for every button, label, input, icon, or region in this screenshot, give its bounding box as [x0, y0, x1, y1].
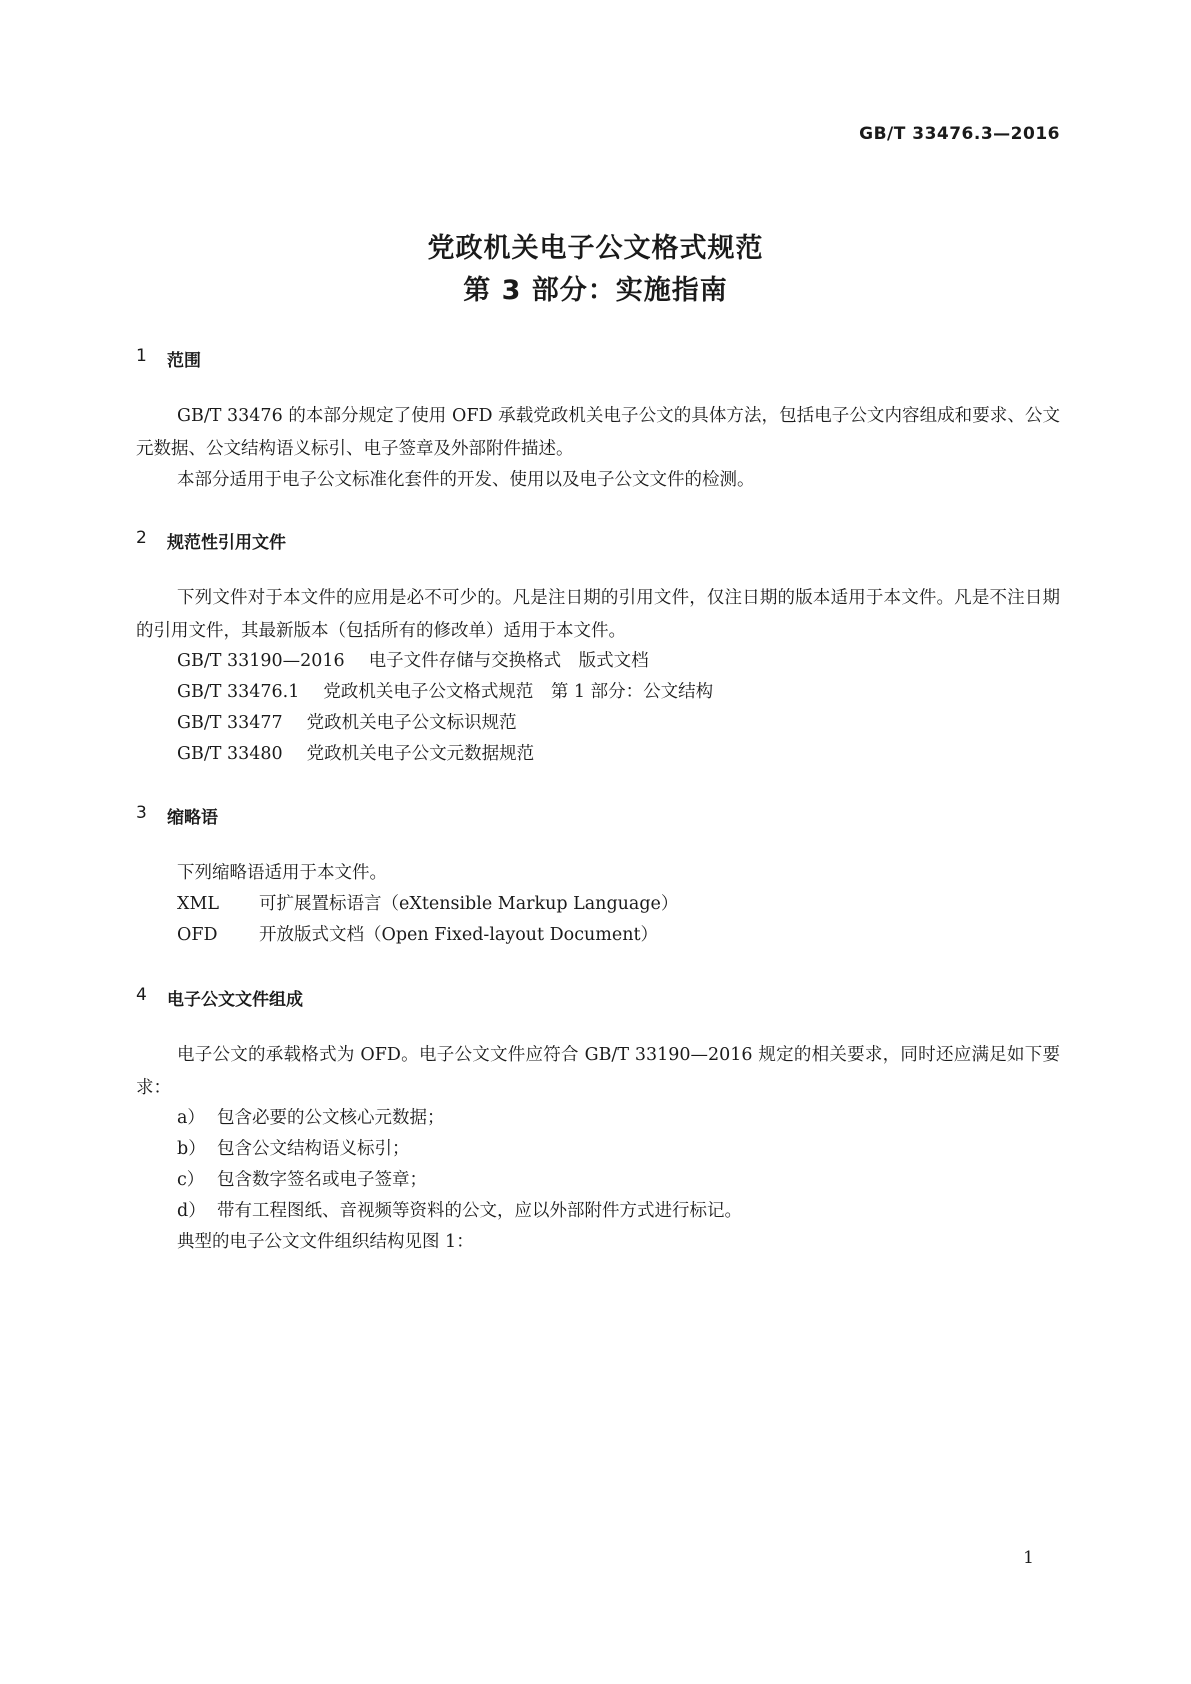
abbreviation-item [177, 888, 678, 921]
section-3-heading [136, 803, 218, 828]
section-1-paragraph-2: 本部分适用于电子公文标准化套件的开发、使用以及电子公文文件的检测。 [177, 470, 755, 490]
section-number: 1 [136, 346, 147, 366]
section-2-intro: 下列文件对于本文件的应用是必不可少的。凡是注日期的引用文件，仅注日期的版本适用于本文件。凡是不注日期的引用文件，其最新版本（包括所有的修改单）适用于本文件。 [136, 588, 1060, 641]
abbreviation-definition: 可扩展置标语言（eXtensible Markup Language） [259, 894, 679, 914]
list-marker: d） [177, 1201, 206, 1221]
list-text: 包含公文结构语义标引； [217, 1139, 410, 1159]
section-4-heading [136, 985, 303, 1010]
reference-title: 党政机关电子公文格式规范 第 1 部分：公文结构 [323, 682, 714, 702]
section-number: 2 [136, 528, 147, 548]
reference-item [177, 738, 534, 771]
list-text: 带有工程图纸、音视频等资料的公文，应以外部附件方式进行标记。 [217, 1201, 742, 1221]
document-title [0, 228, 1191, 312]
list-item [177, 1133, 410, 1166]
abbreviation: OFD [177, 925, 218, 945]
reference-code: GB/T 33476.1 [177, 682, 300, 702]
reference-title: 电子文件存储与交换格式 版式文档 [368, 651, 649, 671]
section-title: 规范性引用文件 [167, 533, 286, 553]
section-number: 3 [136, 803, 147, 823]
reference-code: GB/T 33477 [177, 713, 283, 733]
list-marker: a） [177, 1108, 205, 1128]
section-2-heading [136, 528, 286, 553]
list-marker: c） [177, 1170, 205, 1190]
reference-code: GB/T 33190—2016 [177, 651, 345, 671]
abbreviation-item [177, 919, 658, 952]
title-line-2: 第 3 部分：实施指南 [463, 275, 728, 306]
section-number: 4 [136, 985, 147, 1005]
abbreviation: XML [177, 894, 219, 914]
reference-title: 党政机关电子公文标识规范 [306, 713, 517, 733]
section-title: 范围 [167, 351, 201, 371]
list-text: 包含数字签名或电子签章； [217, 1170, 427, 1190]
list-text: 包含必要的公文核心元数据； [217, 1108, 445, 1128]
reference-item [177, 707, 517, 740]
list-marker: b） [177, 1139, 206, 1159]
reference-code: GB/T 33480 [177, 744, 283, 764]
section-title: 电子公文文件组成 [167, 990, 303, 1010]
abbreviation-definition: 开放版式文档（Open Fixed-layout Document） [259, 925, 659, 945]
list-item [177, 1195, 742, 1228]
title-line-1: 党政机关电子公文格式规范 [427, 233, 764, 264]
list-item [177, 1102, 445, 1135]
page-number: 1 [1023, 1548, 1034, 1568]
list-item [177, 1164, 427, 1197]
reference-title: 党政机关电子公文元数据规范 [306, 744, 535, 764]
section-4-intro: 电子公文的承载格式为 OFD。电子公文文件应符合 GB/T 33190—2016 规定的相关要求，同时还应满足如下要求： [136, 1045, 1060, 1098]
section-1-heading [136, 346, 201, 371]
reference-item [177, 645, 649, 678]
standard-code: GB/T 33476.3—2016 [859, 124, 1060, 144]
section-4-closing: 典型的电子公文文件组织结构见图 1： [177, 1232, 474, 1252]
section-title: 缩略语 [167, 808, 218, 828]
section-3-intro: 下列缩略语适用于本文件。 [177, 863, 387, 883]
section-1-paragraph-1: GB/T 33476 的本部分规定了使用 OFD 承载党政机关电子公文的具体方法，包括电子公文内容组成和要求、公文元数据、公文结构语义标引、电子签章及外部附件描述。 [136, 406, 1060, 459]
reference-item [177, 676, 713, 709]
